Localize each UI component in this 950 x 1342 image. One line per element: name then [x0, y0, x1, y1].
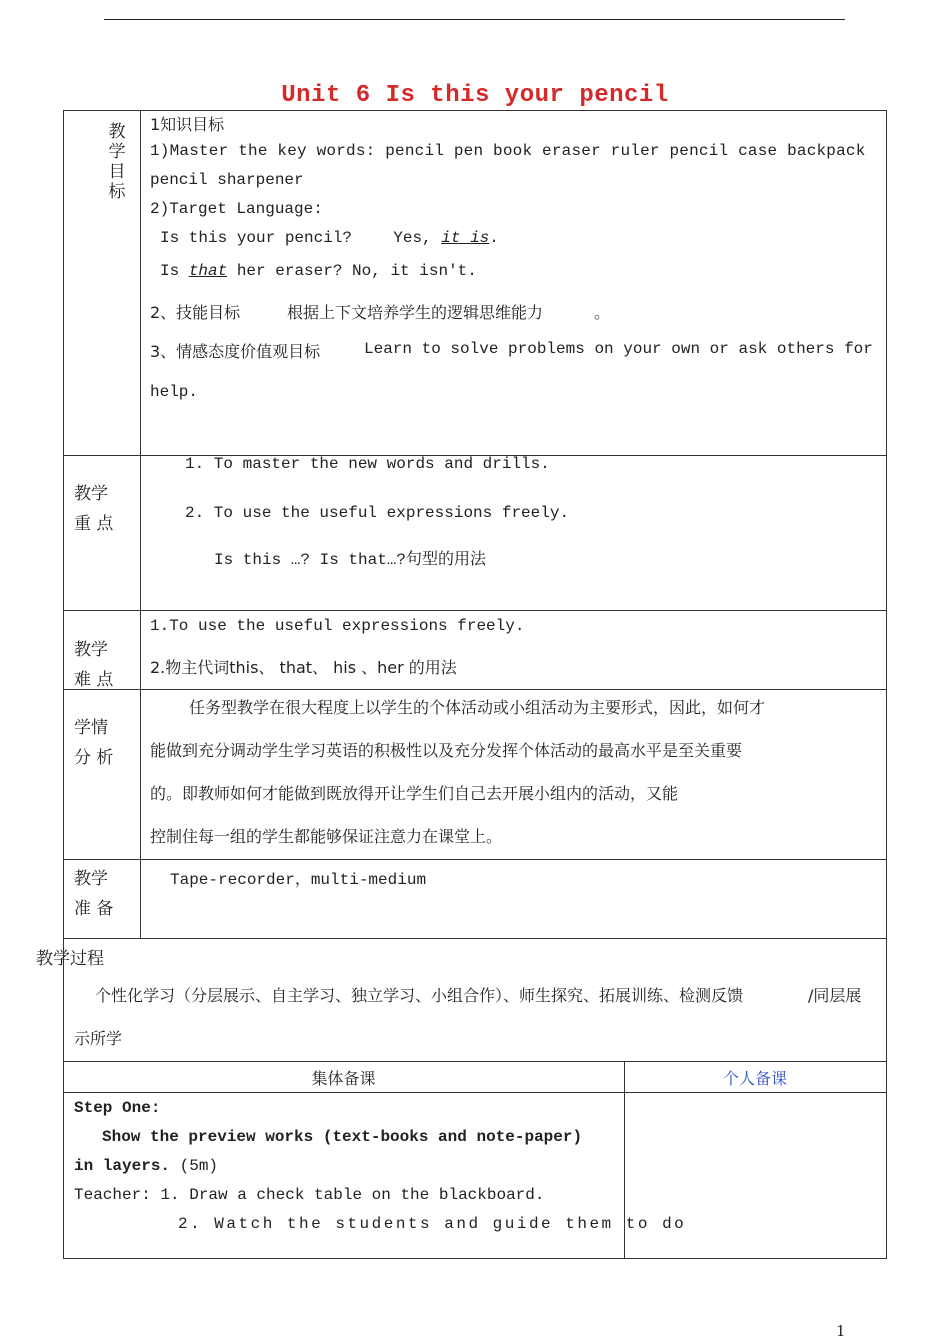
step-one-line-2 [74, 1157, 218, 1175]
preparation-text: Tape-recorder，multi-medium [170, 871, 427, 889]
preparation-label-line-1: 教学 [74, 869, 108, 889]
objectives-label-char: 学 [108, 142, 126, 162]
preparation-label-line-2: 准 备 [74, 899, 114, 919]
skill-goal-text: 根据上下文培养学生的逻辑思维能力 [287, 303, 544, 322]
table-border-top [63, 110, 887, 111]
label-column-divider [140, 110, 141, 939]
dialog-2-prefix: Is [160, 262, 180, 280]
objectives-label-char: 教 [108, 122, 126, 142]
key-point-1: 1. To master the new words and drills. [185, 455, 550, 473]
objective-item-1-line-1: 1)Master the key words: pencil pen book eraser ruler pencil case backpack [150, 142, 866, 160]
knowledge-goal-heading: 1知识目标 [150, 115, 225, 134]
row-divider-4 [63, 859, 887, 860]
process-line-1: 个性化学习（分层展示、自主学习、独立学习、小组合作）、师生探究、拓展训练、检测反馈 [95, 986, 744, 1005]
objectives-label-char: 目 [108, 162, 126, 182]
difficult-points-label [74, 635, 113, 695]
analysis-label [74, 713, 113, 773]
personal-prep-header: 个人备课 [722, 1069, 787, 1088]
emotion-goal-text-2: help. [150, 383, 199, 401]
key-point-2: 2. To use the useful expressions freely. [185, 504, 570, 522]
analysis-line-1: 任务型教学在很大程度上以学生的个体活动或小组活动为主要形式，因此，如何才 [189, 698, 766, 717]
table-border-bottom [63, 1258, 887, 1259]
step-one-line-2-time: (5m) [179, 1157, 219, 1175]
key-points-label-line-2: 重 点 [74, 514, 114, 534]
process-line-1-end: /同层展 [808, 986, 862, 1005]
row-divider-7 [63, 1092, 887, 1093]
emotion-goal-label: 3、情感态度价值观目标 [150, 342, 321, 361]
page-title: Unit 6 Is this your pencil [281, 82, 669, 109]
dialog-1-answer-prefix: Yes, [393, 229, 432, 247]
row-divider-6 [63, 1061, 887, 1062]
dialog-2-underlined: that [188, 262, 228, 280]
analysis-line-2: 能做到充分调动学生学习英语的积极性以及充分发挥个体活动的最高水平是至关重要 [150, 741, 743, 760]
objectives-label-char: 标 [108, 182, 126, 202]
objectives-label [106, 122, 128, 202]
dialog-1-answer-underlined: it is [441, 229, 490, 247]
key-points-label-line-1: 教学 [74, 484, 108, 504]
skill-goal-end: 。 [594, 303, 611, 322]
step-one-line-4: 2. Watch the students and guide them to do [178, 1215, 687, 1233]
difficult-points-label-line-1: 教学 [74, 640, 108, 660]
row-divider-2 [63, 610, 887, 611]
key-point-3: Is this …? Is that…?句型的用法 [214, 551, 487, 569]
process-line-2: 示所学 [74, 1029, 123, 1048]
difficult-point-1: 1.To use the useful expressions freely. [150, 617, 525, 635]
skill-goal-label: 2、技能目标 [150, 303, 241, 322]
dialog-1-answer-suffix: . [489, 229, 499, 247]
difficult-points-label-line-2: 难 点 [74, 670, 114, 690]
analysis-line-4: 控制住每一组的学生都能够保证注意力在课堂上。 [150, 827, 503, 846]
key-points-label [74, 479, 113, 539]
preparation-label [74, 864, 113, 924]
analysis-label-line-1: 学情 [74, 718, 108, 738]
difficult-point-2: 2.物主代词this、 that、 his 、her 的用法 [150, 658, 457, 677]
step-one-heading: Step One: [74, 1099, 161, 1117]
dialog-line-2 [160, 262, 477, 280]
dialog-2-suffix: her eraser? No, it isn't. [236, 262, 477, 280]
table-border-right [886, 110, 887, 1259]
analysis-line-3: 的。即教师如何才能做到既放得开让学生们自己去开展小组内的活动，又能 [150, 784, 679, 803]
header-rule [104, 19, 845, 20]
step-one-line-2-bold: in layers. [74, 1157, 171, 1175]
emotion-goal-text: Learn to solve problems on your own or ask others for [364, 340, 873, 358]
dialog-1-question: Is this your pencil? [160, 229, 353, 247]
row-divider-3 [63, 689, 887, 690]
process-label: 教学过程 [36, 949, 104, 969]
group-prep-header: 集体备课 [311, 1069, 376, 1088]
analysis-label-line-2: 分 析 [74, 748, 114, 768]
objective-item-1-line-2: pencil sharpener [150, 171, 304, 189]
step-one-line-3: Teacher: 1. Draw a check table on the blackboard. [74, 1186, 545, 1204]
step-one-line-1: Show the preview works (text-books and note-paper) [102, 1128, 583, 1146]
objective-item-2: 2)Target Language: [150, 200, 323, 218]
row-divider-5 [63, 938, 887, 939]
dialog-line-1 [160, 229, 499, 247]
page-number: 1 [836, 1322, 846, 1340]
